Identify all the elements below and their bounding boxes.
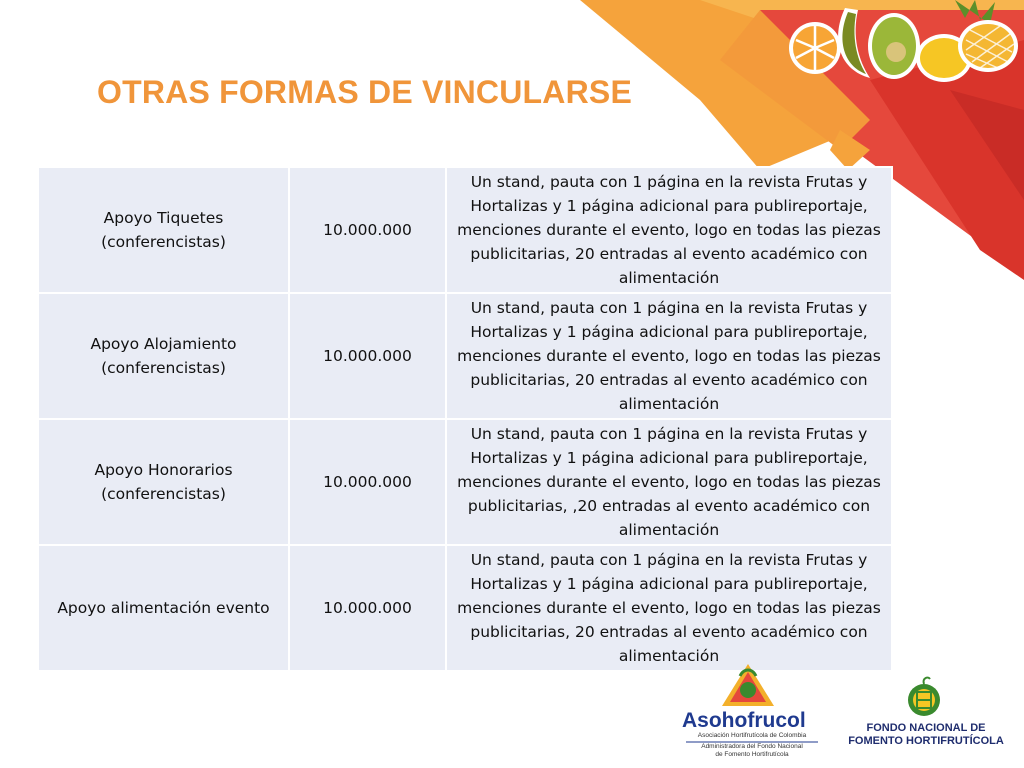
amount-cell: 10.000.000 [289,419,446,545]
slide-title: OTRAS FORMAS DE VINCULARSE [97,74,632,110]
concept-cell: Apoyo Tiquetes (conferencistas) [38,167,289,293]
fondo-name-line-1: FONDO NACIONAL DE [866,722,986,734]
concept-cell: Apoyo alimentación evento [38,545,289,671]
asohofrucol-admin-line-2: de Fomento Hortifrutícola [715,751,789,758]
amount-cell: 10.000.000 [289,293,446,419]
concept-cell: Apoyo Alojamiento (conferencistas) [38,293,289,419]
amount-cell: 10.000.000 [289,167,446,293]
sponsorship-table [37,166,893,672]
benefits-cell: Un stand, pauta con 1 página en la revista Frutas y Hortalizas y 1 página adicional para publireportaje, menciones durante el evento, logo en todas las piezas publicitarias, ,20 entradas al evento académico con alimentación [446,419,892,545]
table-row [38,293,892,419]
asohofrucol-name: Asohofrucol [682,709,806,732]
benefits-cell: Un stand, pauta con 1 página en la revista Frutas y Hortalizas y 1 página adicional para publireportaje, menciones durante el evento, logo en todas las piezas publicitarias, 20 entradas al evento académico con alimentación [446,167,892,293]
asohofrucol-subtitle: Asociación Hortifrutícola de Colombia [697,732,807,739]
asohofrucol-admin-line: Administradora del Fondo Nacional [701,743,803,750]
amount-cell: 10.000.000 [289,545,446,671]
benefits-cell: Un stand, pauta con 1 página en la revista Frutas y Hortalizas y 1 página adicional para publireportaje, menciones durante el evento, logo en todas las piezas publicitarias, 20 entradas al evento académico con alimentación [446,293,892,419]
table-row [38,167,892,293]
table-row [38,419,892,545]
fondo-nacional-logo-icon [908,678,940,716]
fondo-name-line-2: FOMENTO HORTIFRUTÍCOLA [848,735,1004,747]
benefits-cell: Un stand, pauta con 1 página en la revista Frutas y Hortalizas y 1 página adicional para publireportaje, menciones durante el evento, logo en todas las piezas publicitarias, 20 entradas al evento académico con alimentación [446,545,892,671]
concept-cell: Apoyo Honorarios (conferencistas) [38,419,289,545]
table-row [38,545,892,671]
